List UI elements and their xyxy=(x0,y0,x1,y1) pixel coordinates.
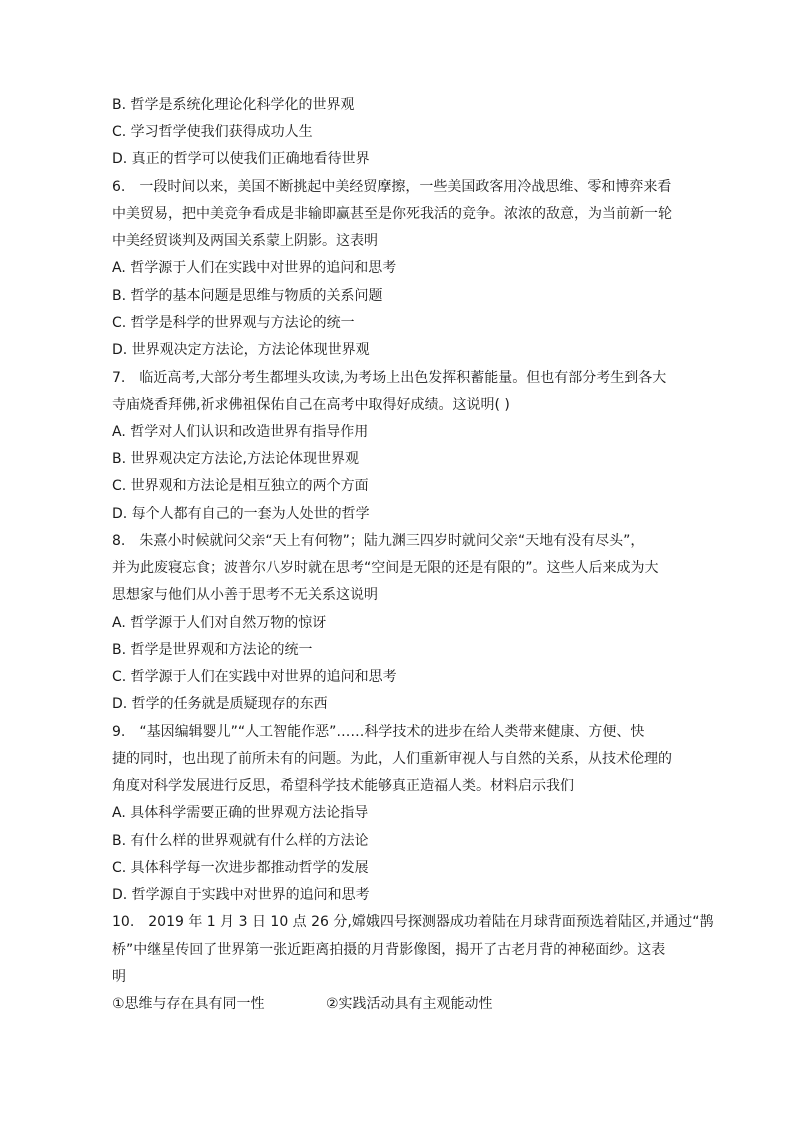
q10-option-1: ①思维与存在具有同一性 xyxy=(112,996,265,1012)
q8-stem-line-3: 思想家与他们从小善于思考不无关系这说明 xyxy=(112,587,378,603)
q9-option-d: D. 哲学源自于实践中对世界的追问和思考 xyxy=(112,887,370,903)
q10-stem-line-1: 10. 2019 年 1 月 3 日 10 点 26 分,嫦娥四号探测器成功着陆在月球背面预选着陆区,并通过“鹊 xyxy=(112,914,714,930)
q7-option-b: B. 世界观决定方法论,方法论体现世界观 xyxy=(112,451,359,467)
q6-option-c: C. 哲学是科学的世界观与方法论的统一 xyxy=(112,315,355,331)
q6-stem-line-3: 中美经贸谈判及两国关系蒙上阴影。这表明 xyxy=(112,233,378,249)
q6-option-a: A. 哲学源于人们在实践中对世界的追问和思考 xyxy=(112,260,397,276)
q5-option-c: C. 学习哲学使我们获得成功人生 xyxy=(112,124,313,140)
q10-option-2: ②实践活动具有主观能动性 xyxy=(326,996,493,1012)
q9-stem-line-1: 9. “基因编辑婴儿”“人工智能作恶”……科学技术的进步在给人类带来健康、方便、快 xyxy=(112,724,645,740)
q10-stem-line-2: 桥”中继星传回了世界第一张近距离拍摄的月背影像图，揭开了古老月背的神秘面纱。这表 xyxy=(112,942,666,958)
q7-stem-line-2: 寺庙烧香拜佛,祈求佛祖保佑自己在高考中取得好成绩。这说明( ) xyxy=(112,397,510,413)
q8-option-d: D. 哲学的任务就是质疑现存的东西 xyxy=(112,696,328,712)
q8-option-c: C. 哲学源于人们在实践中对世界的追问和思考 xyxy=(112,669,397,685)
q5-option-d: D. 真正的哲学可以使我们正确地看待世界 xyxy=(112,151,370,167)
q8-option-b: B. 哲学是世界观和方法论的统一 xyxy=(112,642,313,658)
q7-option-d: D. 每个人都有自己的一套为人处世的哲学 xyxy=(112,506,370,522)
q9-option-a: A. 具体科学需要正确的世界观方法论指导 xyxy=(112,805,369,821)
q10-options-row xyxy=(112,995,493,1013)
q7-option-c: C. 世界观和方法论是相互独立的两个方面 xyxy=(112,478,369,494)
q7-stem-line-1: 7. 临近高考,大部分考生都埋头攻读,为考场上出色发挥积蓄能量。但也有部分考生到各大 xyxy=(112,370,667,386)
q8-stem-line-1: 8. 朱熹小时候就问父亲“天上有何物”；陆九渊三四岁时就问父亲“天地有没有尽头”， xyxy=(112,533,645,549)
q9-stem-line-2: 捷的同时，也出现了前所未有的问题。为此，人们重新审视人与自然的关系，从技术伦理的 xyxy=(112,751,672,767)
q10-stem-line-3: 明 xyxy=(112,969,126,985)
q8-option-a: A. 哲学源于人们对自然万物的惊讶 xyxy=(112,615,327,631)
q9-option-b: B. 有什么样的世界观就有什么样的方法论 xyxy=(112,833,369,849)
q7-option-a: A. 哲学对人们认识和改造世界有指导作用 xyxy=(112,424,369,440)
q6-stem-line-2: 中美贸易，把中美竞争看成是非输即赢甚至是你死我活的竞争。浓浓的敌意，为当前新一轮 xyxy=(112,206,672,222)
q6-stem-line-1: 6. 一段时间以来，美国不断挑起中美经贸摩擦，一些美国政客用冷战思维、零和博弈来看 xyxy=(112,179,672,195)
q5-option-b: B. 哲学是系统化理论化科学化的世界观 xyxy=(112,97,355,113)
q9-option-c: C. 具体科学每一次进步都推动哲学的发展 xyxy=(112,860,369,876)
q9-stem-line-3: 角度对科学发展进行反思，希望科学技术能够真正造福人类。材料启示我们 xyxy=(112,778,574,794)
q8-stem-line-2: 并为此废寝忘食；波普尔八岁时就在思考“空间是无限的还是有限的”。这些人后来成为大 xyxy=(112,560,659,576)
q6-option-b: B. 哲学的基本问题是思维与物质的关系问题 xyxy=(112,288,383,304)
q6-option-d: D. 世界观决定方法论，方法论体现世界观 xyxy=(112,342,370,358)
